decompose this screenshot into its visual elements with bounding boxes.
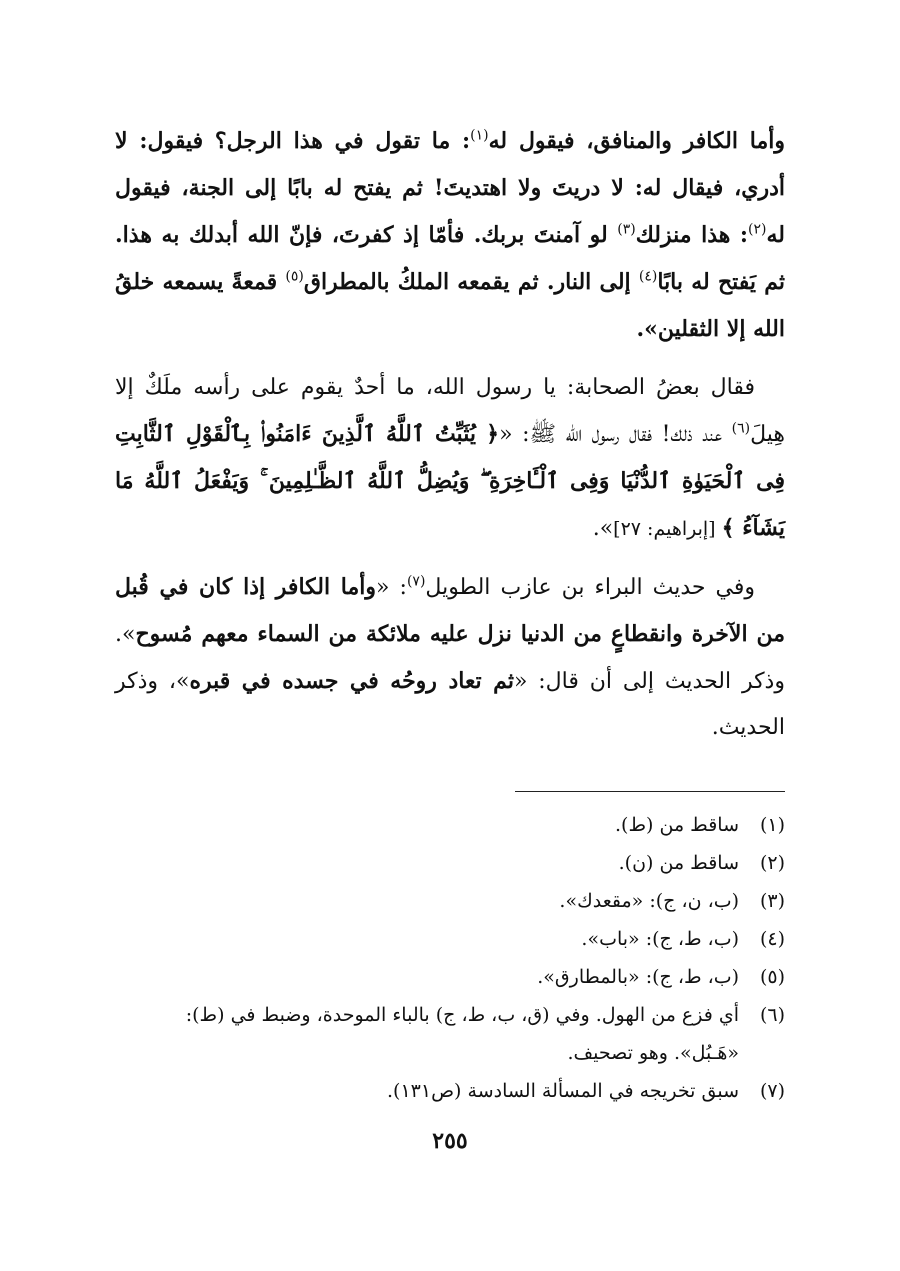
paragraph-3-text-b: : « <box>376 575 407 600</box>
footnote-number: (٢) <box>759 852 785 874</box>
quran-verse: ﴿ يُثَبِّتُ ٱللَّهُ ٱلَّذِينَ ءَامَنُوا۟ بِٱلْقَوْلِ ٱلثَّابِتِ فِى ٱلْحَيَوٰةِ ٱلدُّنْيَا وَفِى ٱلْـَٔاخِرَةِ ۖ وَيُضِلُّ ٱللَّهُ ٱلظَّـٰلِمِينَ ۚ وَيَفْعَلُ ٱللَّهُ مَا يَشَآءُ ﴾ <box>115 421 785 541</box>
footnote-number: (٣) <box>759 890 785 912</box>
footnote-item <box>115 844 785 882</box>
footnote-item <box>115 958 785 996</box>
footnote-ref-7[interactable]: (٧) <box>406 573 426 590</box>
footnote-item <box>115 882 785 920</box>
paragraph-1-text-e: إلى النار. ثم يقمعه الملكُ بالمطراق <box>303 269 639 295</box>
footnote-item <box>115 996 785 1072</box>
paragraph-1-text-d: لو آمنتَ بربك. فأمّا إذ كفرتَ، فإنّ الله أبدلك به هذا. ثم يَفتح له بابًا <box>115 222 786 295</box>
paragraph-1 <box>115 118 785 353</box>
footnote-number: (١) <box>759 814 785 836</box>
footnote-number: (٥) <box>759 966 785 988</box>
page-number: ٢٥٥ <box>432 1128 468 1154</box>
footnote-number: (٦) <box>759 1004 785 1026</box>
paragraph-3-text-c: ». وذكر الحديث إلى أن قال: « <box>115 622 785 694</box>
footnote-ref-5[interactable]: (٥) <box>285 268 304 285</box>
footnote-text: (ب، ن، ج): «مقعدك». <box>559 890 739 912</box>
paragraph-1-text-b: : ما تقول في هذا الرجل؟ فيقول: لا أدري، فيقال له: لا دريتَ ولا اهتديتَ! ثم يفتح له بابًا إلى الجنة، فيقول له <box>115 128 785 248</box>
paragraph-1-text-f: قمعةً يسمعه خلقُ الله إلا الثقلين». <box>115 269 785 342</box>
footnote-item <box>115 806 785 844</box>
footnote-ref-2[interactable]: (٢) <box>748 221 767 238</box>
paragraph-2-text-b: عند ذلك! فقال رسول الله ﷺ: « <box>499 422 732 447</box>
verse-reference: [إبراهيم: ٢٧] <box>613 518 722 540</box>
paragraph-1-text-c: : هذا منزلك <box>635 222 749 248</box>
footnote-number: (٧) <box>759 1080 785 1102</box>
footnote-item <box>115 1072 785 1110</box>
paragraph-2-text-c: ». <box>592 516 614 541</box>
footnote-ref-1[interactable]: (١) <box>470 127 489 144</box>
footnotes-list <box>115 806 785 1110</box>
footnote-number: (٤) <box>759 928 785 950</box>
footnote-text: ساقط من (ط). <box>615 814 739 836</box>
paragraph-3-text-d: »، وذكر الحديث. <box>115 669 785 740</box>
paragraph-2 <box>115 365 785 552</box>
footnote-item <box>115 920 785 958</box>
footnote-ref-6[interactable]: (٦) <box>731 420 751 437</box>
paragraph-3 <box>115 564 785 751</box>
footnote-text: سبق تخريجه في المسألة السادسة (ص١٣١). <box>387 1080 739 1102</box>
hadith-quote-2: ثم تعاد روحُه في جسده في قبره <box>189 668 514 694</box>
footnote-ref-3[interactable]: (٣) <box>617 221 636 238</box>
footnote-divider <box>515 791 785 792</box>
footnote-text: أي فزع من الهول. وفي (ق، ب، ط، ج) بالباء الموحدة، وضبط في (ط): «هَـبُل». وهو تصحيف. <box>185 1004 739 1064</box>
hadith-quote-1: وأما الكافر إذا كان في قُبل من الآخرة وانقطاعٍ من الدنيا نزل عليه ملائكة من السماء معهم مُسوح <box>115 574 785 647</box>
footnote-ref-4[interactable]: (٤) <box>638 268 658 285</box>
book-page <box>115 118 785 1238</box>
paragraph-3-text-a: وفي حديث البراء بن عازب الطويل <box>425 575 755 600</box>
footnote-text: (ب، ط، ج): «باب». <box>581 928 739 950</box>
footnote-text: (ب، ط، ج): «بالمطارق». <box>537 966 739 988</box>
paragraph-2-text-a: فقال بعضُ الصحابة: يا رسول الله، ما أحدٌ يقوم على رأسه ملَكٌ إلا هِيلَ <box>115 375 785 447</box>
paragraph-1-text-a: وأما الكافر والمنافق، فيقول له <box>488 128 786 154</box>
footnote-text: ساقط من (ن). <box>618 852 739 874</box>
